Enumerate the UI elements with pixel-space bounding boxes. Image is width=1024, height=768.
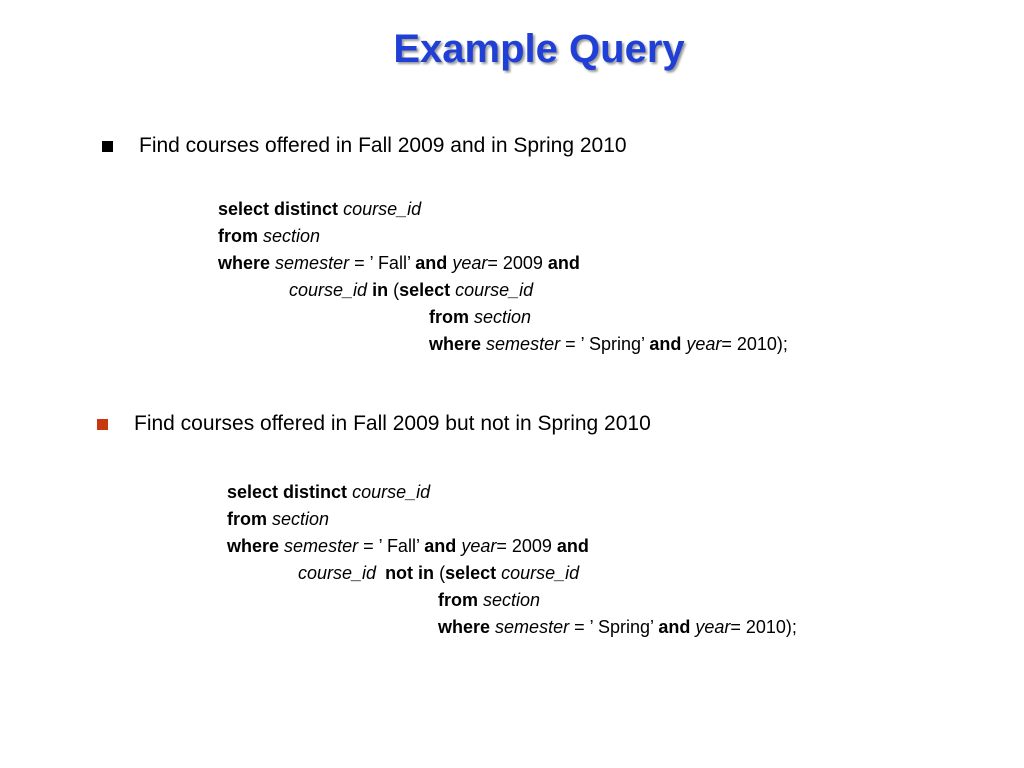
- sql-keyword: where: [429, 334, 482, 354]
- sql-identifier: year: [461, 536, 497, 556]
- sql-identifier: semester: [486, 334, 561, 354]
- sql-keyword: from: [218, 226, 258, 246]
- sql-identifier: year: [695, 617, 731, 637]
- sql-literal: = 2009: [496, 536, 552, 556]
- sql-identifier: semester: [284, 536, 359, 556]
- sql-query-2: [227, 479, 797, 641]
- sql-identifier: course_id: [298, 563, 377, 583]
- square-bullet-icon: [102, 141, 113, 152]
- sql-identifier: course_id: [343, 199, 422, 219]
- sql-paren: (: [439, 563, 446, 583]
- sql-keyword: select distinct: [218, 199, 339, 219]
- sql-keyword: and: [649, 334, 682, 354]
- sql-literal: = 2010);: [730, 617, 797, 637]
- slide-title: Example Query: [393, 27, 685, 71]
- sql-literal: = 2010);: [721, 334, 788, 354]
- sql-identifier: course_id: [501, 563, 580, 583]
- bullet-item-2: [97, 411, 651, 437]
- sql-identifier: section: [263, 226, 321, 246]
- query-line: [218, 196, 788, 223]
- sql-identifier: section: [272, 509, 330, 529]
- sql-literal: = ’ Fall’: [354, 253, 411, 273]
- query-line: [227, 560, 797, 587]
- sql-identifier: section: [474, 307, 532, 327]
- sql-keyword: and: [556, 536, 589, 556]
- sql-keyword: and: [424, 536, 457, 556]
- sql-keyword: select distinct: [227, 482, 348, 502]
- sql-keyword: and: [547, 253, 580, 273]
- sql-identifier: section: [483, 590, 541, 610]
- sql-keyword: in: [372, 280, 389, 300]
- sql-literal: = ’ Fall’: [363, 536, 420, 556]
- query-line: [227, 614, 797, 641]
- query-line: [227, 533, 797, 560]
- sql-literal: = 2009: [487, 253, 543, 273]
- sql-keyword: where: [218, 253, 271, 273]
- sql-identifier: course_id: [455, 280, 534, 300]
- query-line: [227, 587, 797, 614]
- sql-keyword: and: [415, 253, 448, 273]
- sql-identifier: year: [686, 334, 722, 354]
- sql-keyword: from: [438, 590, 478, 610]
- sql-query-1: [218, 196, 788, 358]
- query-line: [227, 506, 797, 533]
- sql-literal: = ’ Spring’: [574, 617, 654, 637]
- sql-keyword: and: [658, 617, 691, 637]
- sql-keyword: select: [445, 563, 497, 583]
- bullet-item-1: [102, 133, 627, 159]
- sql-paren: (: [393, 280, 400, 300]
- sql-identifier: course_id: [352, 482, 431, 502]
- query-line: [227, 479, 797, 506]
- sql-keyword: from: [227, 509, 267, 529]
- sql-identifier: year: [452, 253, 488, 273]
- sql-keyword: not in: [385, 563, 435, 583]
- sql-keyword: where: [438, 617, 491, 637]
- query-line: [218, 304, 788, 331]
- square-bullet-icon: [97, 419, 108, 430]
- query-line: [218, 223, 788, 250]
- sql-keyword: where: [227, 536, 280, 556]
- sql-identifier: semester: [275, 253, 350, 273]
- sql-keyword: from: [429, 307, 469, 327]
- query-line: [218, 331, 788, 358]
- bullet-text-1: Find courses offered in Fall 2009 and in Spring 2010: [139, 134, 627, 157]
- bullet-text-2: Find courses offered in Fall 2009 but not in Spring 2010: [134, 412, 651, 435]
- query-line: [218, 250, 788, 277]
- sql-identifier: course_id: [289, 280, 368, 300]
- sql-literal: = ’ Spring’: [565, 334, 645, 354]
- query-line: [218, 277, 788, 304]
- sql-identifier: semester: [495, 617, 570, 637]
- sql-keyword: select: [399, 280, 451, 300]
